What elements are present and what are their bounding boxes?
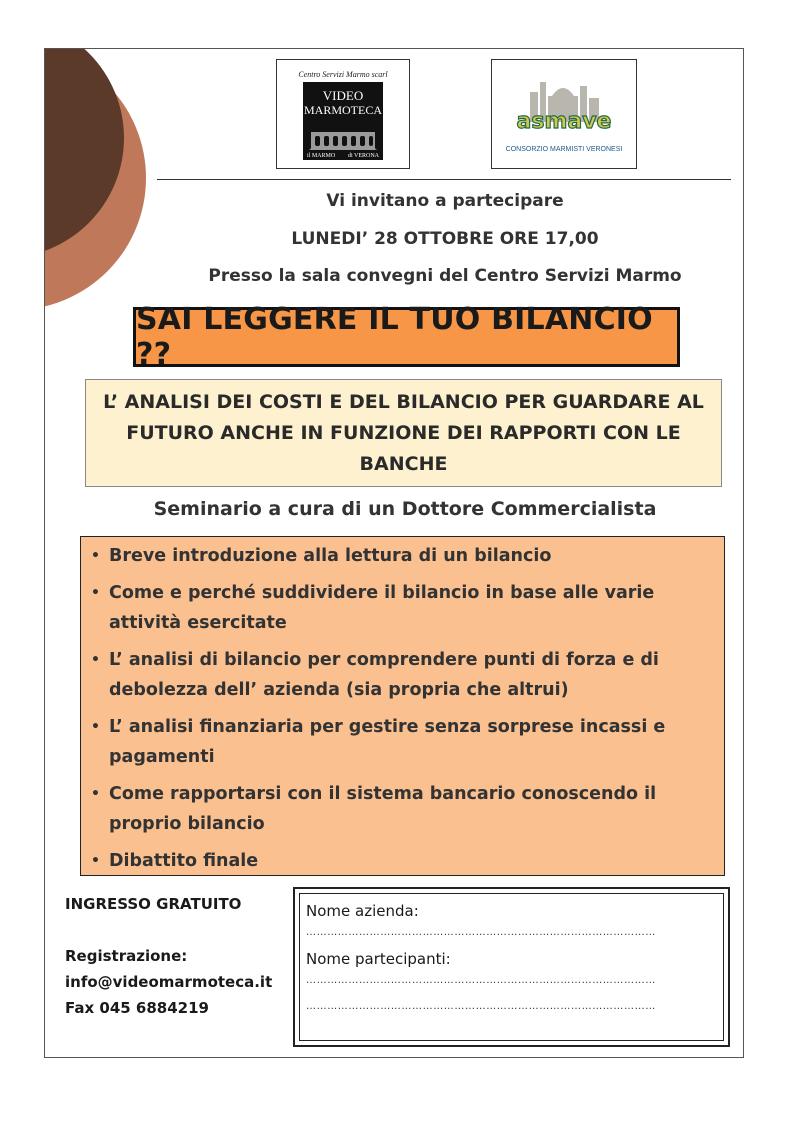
participants-field-1[interactable]: ……………………………………………………………………………………… <box>306 975 656 986</box>
asmave-logo <box>491 59 637 169</box>
registration-label: Registrazione: <box>65 947 188 965</box>
topic-item: • L’ analisi di bilancio per comprendere punti di forza e di debolezza dell’ azienda (sia propria che altrui) <box>89 645 716 705</box>
contact-email[interactable]: info@videomarmoteca.it <box>65 973 273 991</box>
logo-bottom-right: di VERONA <box>347 153 379 159</box>
bullet-icon: • <box>91 719 100 735</box>
event-title-box <box>133 302 680 372</box>
topics-list <box>89 541 716 876</box>
invite-line: Vi invitano a partecipare <box>326 191 564 211</box>
bullet-icon: • <box>91 786 100 802</box>
subtitle-box <box>85 379 722 487</box>
arena-icon <box>309 132 377 150</box>
topic-item: • L’ analisi finanziaria per gestire senza sorprese incassi e pagamenti <box>89 712 716 772</box>
registration-form-inner <box>299 893 724 1041</box>
bullet-icon: • <box>91 585 100 601</box>
logo-name-line2: MARMOTECA <box>303 103 383 117</box>
bullet-icon: • <box>91 853 100 869</box>
logo-top-text: Centro Servizi Marmo scarl <box>298 70 388 79</box>
header-divider <box>157 179 731 180</box>
free-entry-label: INGRESSO GRATUITO <box>65 895 242 913</box>
contact-fax: Fax 045 6884219 <box>65 999 209 1017</box>
event-date: LUNEDI’ 28 OTTOBRE ORE 17,00 <box>291 229 599 249</box>
video-marmoteca-logo <box>276 59 410 169</box>
event-location: Presso la sala convegni del Centro Servizi Marmo <box>208 266 682 286</box>
asmave-brand: asmave <box>516 109 612 134</box>
bullet-icon: • <box>91 652 100 668</box>
topic-item: • Come rapportarsi con il sistema bancario conoscendo il proprio bilancio <box>89 779 716 839</box>
registration-form <box>293 887 730 1047</box>
logo-bottom-left: il MARMO <box>307 153 336 159</box>
event-title: SAI LEGGERE IL TUO BILANCIO ?? <box>136 302 653 372</box>
topic-item: • Come e perché suddividere il bilancio in base alle varie attività esercitate <box>89 578 716 638</box>
asmave-caption: CONSORZIO MARMISTI VERONESI <box>505 146 623 153</box>
seminar-heading: Seminario a cura di un Dottore Commercialista <box>153 498 657 520</box>
event-subtitle: L’ ANALISI DEI COSTI E DEL BILANCIO PER GUARDARE AL FUTURO ANCHE IN FUNZIONE DEI RAPPORTI CON LE BANCHE <box>103 390 704 475</box>
decorative-circles <box>44 48 154 328</box>
topics-box <box>80 536 725 876</box>
participants-field-2[interactable]: ……………………………………………………………………………………… <box>306 1001 656 1012</box>
company-name-label: Nome azienda: <box>306 902 419 920</box>
topic-item: • Dibattito finale <box>89 846 716 876</box>
flyer-page <box>44 48 744 1058</box>
company-name-field[interactable]: ……………………………………………………………………………………… <box>306 927 656 938</box>
contact-info <box>65 891 272 1021</box>
participants-label: Nome partecipanti: <box>306 950 451 968</box>
bullet-icon: • <box>91 548 100 564</box>
logo-name-line1: VIDEO <box>322 88 364 103</box>
topic-item: • Breve introduzione alla lettura di un bilancio <box>89 541 716 571</box>
